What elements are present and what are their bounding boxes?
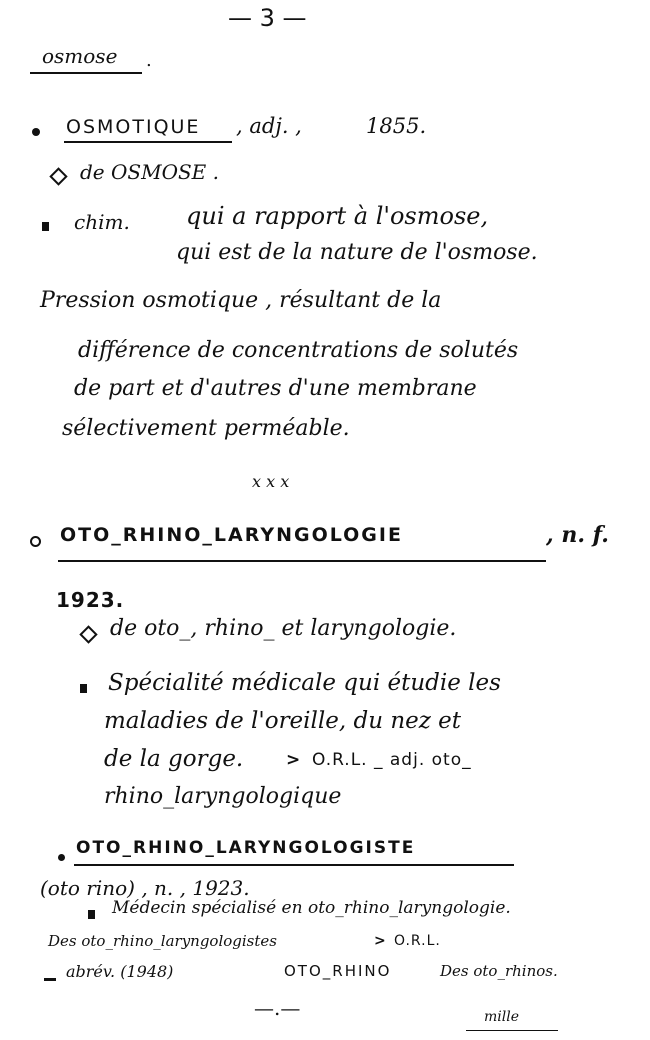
etymology: de oto_, rhino_ et laryngologie.: [110, 616, 457, 641]
example-line: de part et d'autres d'une membrane: [74, 376, 477, 401]
crossref-arrow-icon: >: [286, 750, 301, 770]
abbr-word: OTO_RHINO: [284, 962, 392, 980]
etymology: de OSMOSE .: [80, 160, 219, 184]
entry-year: 1855.: [366, 114, 427, 138]
definition-line: maladies de l'oreille, du nez et: [104, 708, 462, 734]
abbr-plural: Des oto_rhinos.: [440, 962, 558, 980]
entry-bullet: [30, 536, 41, 547]
definition-line: qui a rapport à l'osmose,: [186, 202, 489, 230]
header-period: .: [146, 50, 152, 71]
header-word-underline: [30, 72, 142, 74]
definition-line: qui est de la nature de l'osmose.: [176, 240, 538, 265]
definition-line: rhino_laryngologique: [104, 784, 342, 809]
etymology-diamond-icon: [49, 167, 67, 185]
definition-line: Spécialité médicale qui étudie les: [108, 670, 501, 696]
definition-square-icon: [42, 222, 49, 231]
definition-line: Médecin spécialisé en oto_rhino_laryngologie.: [112, 898, 511, 918]
abbr-label: abrév. (1948): [66, 962, 174, 981]
entry-line: (oto rino) , n. , 1923.: [40, 876, 250, 900]
entry-bullet: [32, 128, 40, 136]
headword-underline: [58, 560, 546, 562]
plural-line: Des oto_rhino_laryngologistes: [48, 932, 277, 950]
example-line: Pression osmotique , résultant de la: [40, 288, 442, 313]
example-line: sélectivement perméable.: [62, 416, 350, 441]
entry-headword: OSMOTIQUE: [66, 116, 201, 138]
entry-headword: OTO_RHINO_LARYNGOLOGISTE: [76, 838, 416, 858]
entry-pos: , adj. ,: [236, 114, 302, 138]
definition-square-icon: [80, 684, 87, 693]
entry-headword: OTO_RHINO_LARYNGOLOGIE: [60, 524, 403, 546]
section-separator: x x x: [252, 472, 290, 491]
definition-square-icon: [88, 910, 95, 919]
entry-year: 1923.: [56, 588, 125, 612]
headword-underline: [64, 141, 232, 143]
crossref: O.R.L. _ adj. oto_: [312, 750, 472, 770]
end-mark: —.—: [254, 996, 301, 1020]
page-number: — 3 —: [228, 4, 307, 32]
example-line: différence de concentrations de solutés: [78, 338, 519, 363]
signature: mille: [484, 1009, 519, 1025]
domain-label: chim.: [74, 210, 130, 234]
headword-underline: [74, 864, 514, 866]
etymology-diamond-icon: [79, 625, 97, 643]
crossref-arrow-icon: >: [374, 933, 386, 949]
entry-pos: , n. f.: [546, 522, 609, 548]
plural-ref: O.R.L.: [394, 933, 441, 949]
abbr-dash: [44, 978, 56, 981]
entry-bullet: [58, 854, 65, 861]
definition-line: de la gorge.: [104, 746, 244, 772]
header-word: osmose: [42, 44, 118, 68]
signature-underline: [466, 1030, 558, 1031]
